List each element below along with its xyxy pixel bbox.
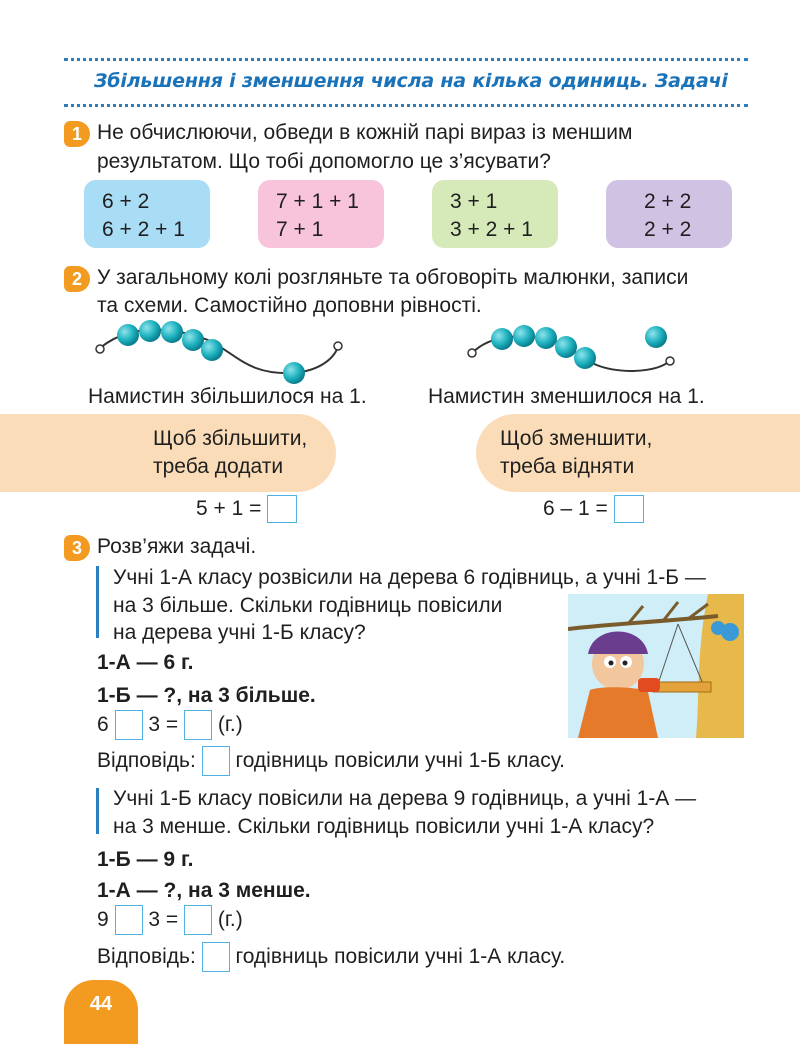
problem1-equation <box>97 710 243 740</box>
expression-card-1[interactable] <box>84 180 210 248</box>
problem1-note1: 1-А — 6 г. <box>97 651 194 674</box>
problem1-note2: 1-Б — ?, на 3 більше. <box>97 684 316 707</box>
problem2-note2: 1-А — ?, на 3 менше. <box>97 879 311 902</box>
problem2-eq-unit: (г.) <box>217 908 243 931</box>
result-box-2[interactable] <box>184 905 212 935</box>
problem2-note1: 1-Б — 9 г. <box>97 848 194 871</box>
page-title: Збільшення і зменшення числа на кілька одиниць. Задачі <box>94 70 728 92</box>
expression-b: 3 + 2 + 1 <box>450 218 533 241</box>
rule-increase-line2: треба додати <box>153 455 284 478</box>
problem2-equation <box>97 905 243 935</box>
equation-add <box>196 494 297 524</box>
answer-box-add[interactable] <box>267 495 297 523</box>
problem2-marker <box>96 788 99 834</box>
caption-decrease: Намистин зменшилося на 1. <box>428 385 705 408</box>
rule-decrease-line2: треба відняти <box>500 455 635 478</box>
expression-b: 2 + 2 <box>644 218 692 241</box>
rule-decrease-pill <box>476 414 800 492</box>
task2-text-line2: та схеми. Самостійно доповни рівності. <box>97 294 482 317</box>
equation-subtract <box>543 494 644 524</box>
problem2-eq-b: 3 = <box>148 908 179 931</box>
task-number-2: 2 <box>64 266 90 292</box>
dotted-divider-top <box>64 58 748 61</box>
operator-box-1[interactable] <box>115 710 143 740</box>
rule-increase-pill <box>0 414 336 492</box>
dotted-divider-bottom <box>64 104 748 107</box>
task3-heading: Розв’яжи задачі. <box>97 535 257 558</box>
expression-a: 3 + 1 <box>450 190 498 213</box>
beads-increase-illustration <box>88 315 353 390</box>
problem1-answer-prefix: Відповідь: <box>97 749 196 772</box>
caption-increase: Намистин збільшилося на 1. <box>88 385 367 408</box>
expression-b: 7 + 1 <box>276 218 324 241</box>
problem1-answer <box>97 746 565 776</box>
result-box-1[interactable] <box>184 710 212 740</box>
problem2-line2: на 3 менше. Скільки годівниць повісили учні 1-А класу? <box>113 815 655 838</box>
problem2-eq-a: 9 <box>97 908 109 931</box>
answer-box-subtract[interactable] <box>614 495 644 523</box>
problem1-line3: на дерева учні 1-Б класу? <box>113 621 366 644</box>
problem1-answer-suffix: годівниць повісили учні 1-Б класу. <box>235 749 565 772</box>
rule-decrease-line1: Щоб зменшити, <box>500 427 653 450</box>
operator-box-2[interactable] <box>115 905 143 935</box>
problem1-eq-b: 3 = <box>148 713 179 736</box>
problem2-answer-prefix: Відповідь: <box>97 945 196 968</box>
task1-text-line1: Не обчислюючи, обведи в кожній парі вираз із меншим <box>97 121 633 144</box>
problem1-line1: Учні 1-А класу розвісили на дерева 6 годівниць, а учні 1-Б — <box>113 566 706 589</box>
expression-a: 7 + 1 + 1 <box>276 190 359 213</box>
problem1-marker <box>96 566 99 638</box>
page-number: 44 <box>64 980 138 1044</box>
expression-b: 6 + 2 + 1 <box>102 218 185 241</box>
expression-card-4[interactable] <box>606 180 732 248</box>
problem1-line2: на 3 більше. Скільки годівниць повісили <box>113 594 503 617</box>
problem1-eq-a: 6 <box>97 713 109 736</box>
rule-increase-line1: Щоб збільшити, <box>153 427 308 450</box>
problem2-line1: Учні 1-Б класу повісили на дерева 9 годівниць, а учні 1-А — <box>113 787 697 810</box>
answer-box-1[interactable] <box>202 746 230 776</box>
beads-decrease-illustration <box>460 315 690 390</box>
task-number-1: 1 <box>64 121 90 147</box>
expression-a: 2 + 2 <box>644 190 692 213</box>
expression-a: 6 + 2 <box>102 190 150 213</box>
expression-card-2[interactable] <box>258 180 384 248</box>
task-number-3: 3 <box>64 535 90 561</box>
answer-box-2[interactable] <box>202 942 230 972</box>
problem1-eq-unit: (г.) <box>217 713 243 736</box>
task1-text-line2: результатом. Що тобі допомогло це з’ясувати? <box>97 150 551 173</box>
child-feeder-illustration <box>568 594 744 738</box>
problem2-answer <box>97 942 565 972</box>
problem2-answer-suffix: годівниць повісили учні 1-А класу. <box>235 945 566 968</box>
equation-subtract-text: 6 – 1 = <box>543 497 608 520</box>
equation-add-text: 5 + 1 = <box>196 497 262 520</box>
task2-text-line1: У загальному колі розгляньте та обговоріть малюнки, записи <box>97 266 689 289</box>
expression-card-3[interactable] <box>432 180 558 248</box>
